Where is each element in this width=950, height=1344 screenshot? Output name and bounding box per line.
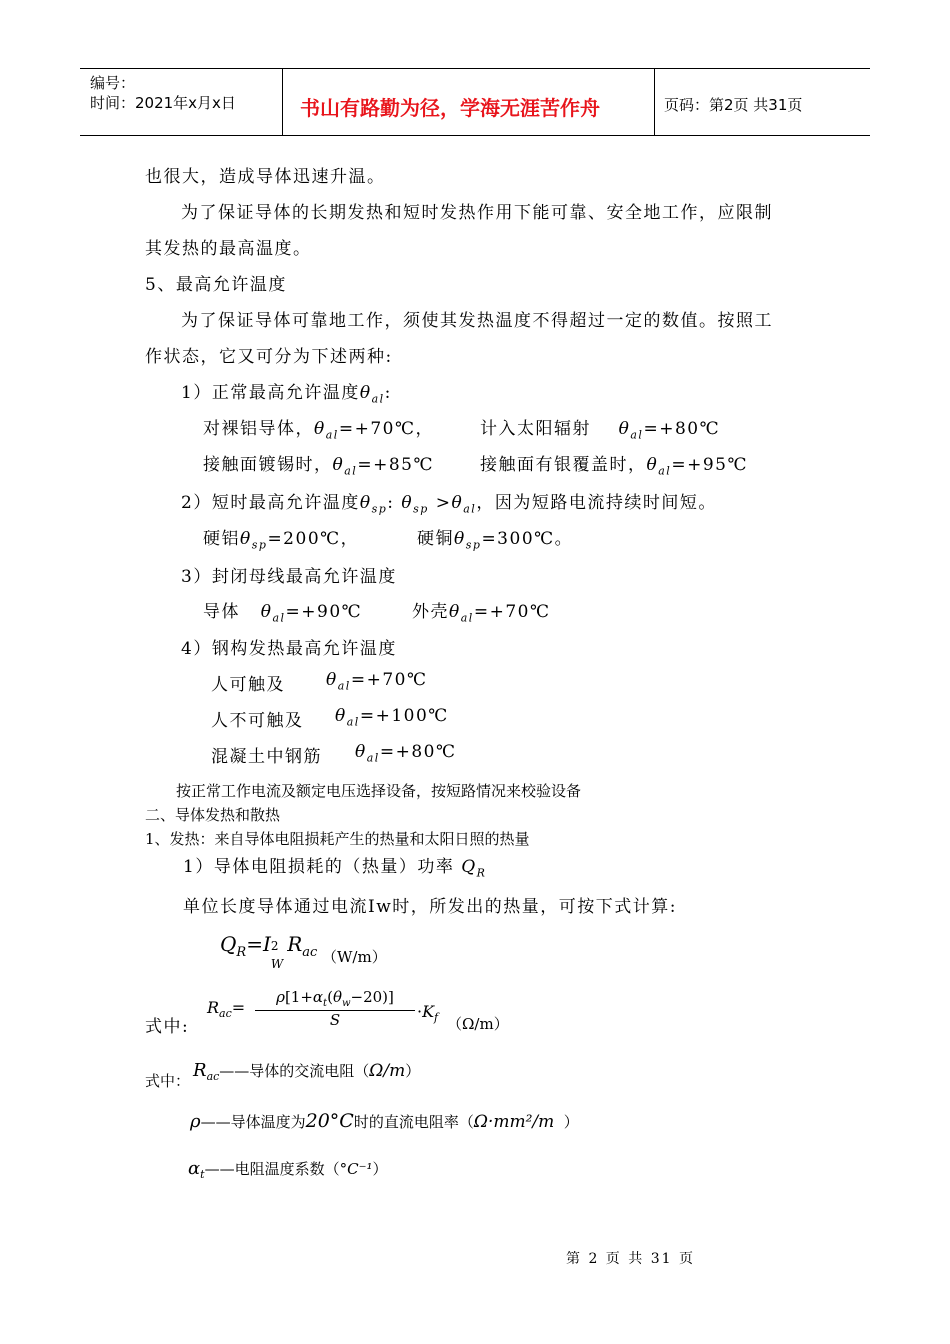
equation-rac-prefix: 式中: [145, 1017, 190, 1037]
item-2-hard-aluminum: 硬铝$\theta_{sp}=200℃$， [203, 529, 360, 552]
header-bottom-border [80, 135, 870, 136]
item-4-heading: 4）钢构发热最高允许温度 [181, 639, 397, 659]
item-4-touchable-label: 人可触及 [211, 675, 285, 695]
header-motto: 书山有路勤为径，学海无涯苦作舟 [300, 96, 600, 120]
item-3-conductor: 导体 $\theta_{al}=+90℃$ [203, 602, 363, 625]
header-time-label: 时间：2021年x月x日 [90, 94, 236, 112]
definition-prefix: 式中： [145, 1072, 191, 1090]
equation-rac-unit: （Ω/m） [447, 1015, 509, 1033]
item-2-heading: 2）短时最高允许温度$\theta_{sp}$: $\theta_{sp} >\theta_{al}$，因为短路电流持续时间短。 [181, 493, 717, 516]
item-3-heading: 3）封闭母线最高允许温度 [181, 567, 397, 587]
section-2-heading: 二、导体发热和散热 [145, 806, 281, 824]
paragraph-1: 也很大，造成导体迅速升温。 [145, 167, 386, 187]
item-4-untouchable-label: 人不可触及 [211, 711, 304, 731]
item-4-untouchable-value: $\theta_{al}=+100℃$ [335, 706, 449, 729]
definition-rac: $R_{ac}——$导体的交流电阻（Ω/m） [193, 1060, 421, 1083]
item-4-concrete-label: 混凝土中钢筋 [211, 747, 322, 767]
equation-qr-unit: （W/m） [322, 948, 387, 966]
sub-1-description: 单位长度导体通过电流Iw时，所发出的热量，可按下式计算: [183, 897, 677, 917]
paragraph-2-line-2: 其发热的最高温度。 [145, 239, 312, 259]
sub-1-heading: 1）导体电阻损耗的（热量）功率 $Q_R$ [183, 857, 487, 880]
item-4-concrete-value: $\theta_{al}=+80℃$ [355, 742, 457, 765]
paragraph-3-line-2: 作状态，它又可分为下述两种: [145, 347, 393, 367]
footer-page-number: 第 2 页 共 31 页 [566, 1251, 695, 1267]
header-divider-2 [654, 68, 655, 136]
item-4-touchable-value: $\theta_{al}=+70℃$ [326, 670, 428, 693]
header-number-label: 编号： [90, 74, 136, 92]
item-1-heading: 1）正常最高允许温度$\theta_{al}$: [181, 383, 392, 406]
definition-alpha: $\alpha_t——$电阻温度系数（°C⁻¹） [188, 1158, 388, 1181]
item-1-silver-covered: 接触面有银覆盖时，$\theta_{al}=+95℃$ [480, 455, 748, 478]
item-3-shell: 外壳$\theta_{al}=+70℃$ [412, 602, 551, 625]
definition-rho: ρ——导体温度为20°C时的直流电阻率（Ω·mm²/m ） [190, 1110, 579, 1132]
header-top-border [80, 68, 870, 69]
section-5-heading: 5、最高允许温度 [145, 275, 287, 295]
item-1-bare-aluminum: 对裸铝导体，$\theta_{al}=+70℃$， [203, 419, 434, 442]
item-1-solar: 计入太阳辐射 $\theta_{al}=+80℃$ [480, 419, 721, 442]
item-2-hard-copper: 硬铜$\theta_{sp}=300℃$。 [417, 529, 574, 552]
section-2-1-heading: 1、发热：来自导体电阻损耗产生的热量和太阳日照的热量 [145, 830, 530, 848]
item-1-tin-plated: 接触面镀锡时，$\theta_{al}=+85℃$ [203, 455, 434, 478]
header-divider-1 [282, 68, 283, 136]
selection-note: 按正常工作电流及额定电压选择设备，按短路情况来校验设备 [176, 782, 582, 800]
paragraph-3-line-1: 为了保证导体可靠地工作，须使其发热温度不得超过一定的数值。按照工 [181, 311, 773, 331]
equation-qr: $Q_R=I$ 2 W $R_{ac}$ [220, 932, 318, 971]
paragraph-2-line-1: 为了保证导体的长期发热和短时发热作用下能可靠、安全地工作，应限制 [181, 203, 773, 223]
header-page-label: 页码：第2页 共31页 [664, 96, 803, 114]
